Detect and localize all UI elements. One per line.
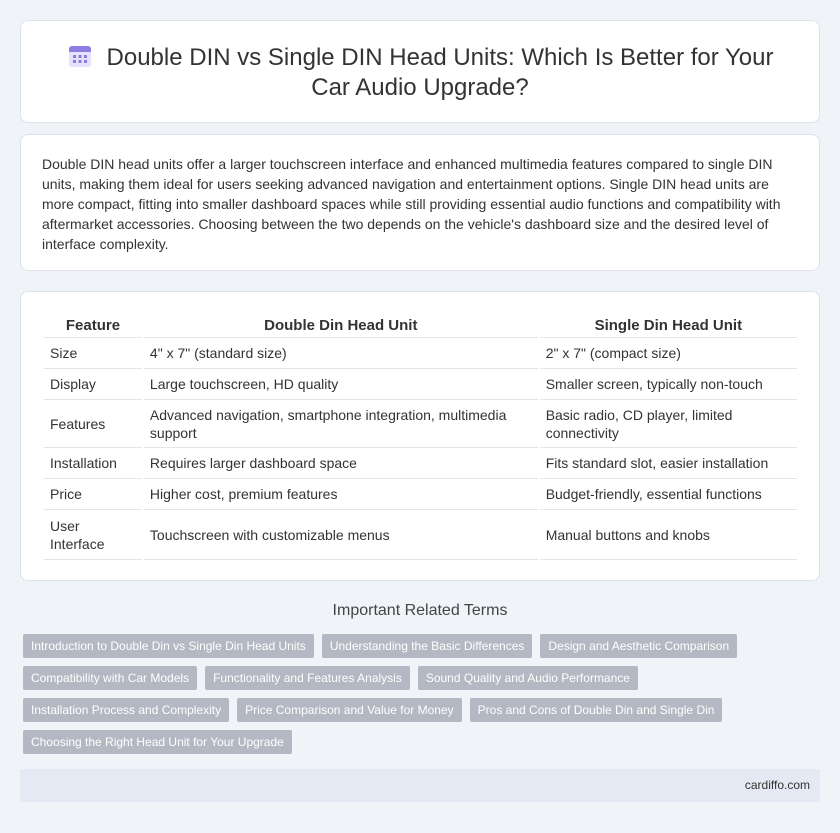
table-row	[44, 369, 797, 400]
table-cell-feature: User Interface	[44, 510, 142, 560]
intro-text: Double DIN head units offer a larger touchscreen interface and enhanced multimedia features compared to single DIN units, making them ideal for users seeking advanced navigation and entertainment options. Single DIN head units are more compact, fitting into smaller dashboard spaces while still providing essential audio functions and compatibility with aftermarket accessories. Choosing between the two depends on the vehicle's dashboard size and the desired level of interface complexity.	[42, 156, 781, 252]
comparison-table	[42, 312, 799, 560]
table-cell-feature: Installation	[44, 448, 142, 479]
related-term-tag[interactable]: Compatibility with Car Models	[23, 666, 197, 690]
table-cell-double-din: Touchscreen with customizable menus	[144, 510, 538, 560]
related-term-tag[interactable]: Price Comparison and Value for Money	[237, 698, 462, 722]
page-title: Double DIN vs Single DIN Head Units: Which Is Better for Your Car Audio Upgrade?	[106, 44, 774, 101]
title-card	[20, 20, 820, 123]
table-cell-feature: Size	[44, 338, 142, 369]
related-terms-list	[23, 634, 823, 762]
related-term-tag[interactable]: Understanding the Basic Differences	[322, 634, 533, 658]
column-header-double-din: Double Din Head Unit	[144, 312, 538, 338]
table-cell-double-din: Large touchscreen, HD quality	[144, 369, 538, 400]
page-title-wrap	[21, 43, 819, 103]
table-cell-single-din: Fits standard slot, easier installation	[540, 448, 797, 479]
table-cell-single-din: Budget-friendly, essential functions	[540, 479, 797, 510]
column-header-feature: Feature	[44, 312, 142, 338]
related-term-tag[interactable]: Introduction to Double Din vs Single Din Head Units	[23, 634, 314, 658]
comparison-card	[20, 291, 820, 581]
table-cell-double-din: Advanced navigation, smartphone integration, multimedia support	[144, 400, 538, 448]
table-row	[44, 448, 797, 479]
intro-card	[20, 134, 820, 271]
related-terms-heading: Important Related Terms	[332, 602, 508, 619]
table-cell-double-din: Requires larger dashboard space	[144, 448, 538, 479]
related-term-tag[interactable]: Pros and Cons of Double Din and Single Din	[470, 698, 723, 722]
footer-site-name[interactable]: cardiffo.com	[744, 778, 810, 792]
table-cell-feature: Price	[44, 479, 142, 510]
table-row	[44, 400, 797, 448]
related-term-tag[interactable]: Functionality and Features Analysis	[205, 666, 410, 690]
footer	[20, 769, 820, 802]
column-header-single-din: Single Din Head Unit	[540, 312, 797, 338]
table-header-row	[44, 312, 797, 338]
table-cell-double-din: Higher cost, premium features	[144, 479, 538, 510]
table-cell-single-din: 2" x 7" (compact size)	[540, 338, 797, 369]
table-row	[44, 510, 797, 560]
related-term-tag[interactable]: Choosing the Right Head Unit for Your Upgrade	[23, 730, 292, 754]
table-cell-feature: Display	[44, 369, 142, 400]
related-term-tag[interactable]: Sound Quality and Audio Performance	[418, 666, 638, 690]
table-row	[44, 479, 797, 510]
related-term-tag[interactable]: Design and Aesthetic Comparison	[540, 634, 737, 658]
table-cell-double-din: 4" x 7" (standard size)	[144, 338, 538, 369]
table-cell-single-din: Manual buttons and knobs	[540, 510, 797, 560]
calendar-grid-icon	[67, 43, 93, 69]
table-cell-feature: Features	[44, 400, 142, 448]
table-cell-single-din: Basic radio, CD player, limited connectivity	[540, 400, 797, 448]
table-row	[44, 338, 797, 369]
table-cell-single-din: Smaller screen, typically non-touch	[540, 369, 797, 400]
related-term-tag[interactable]: Installation Process and Complexity	[23, 698, 229, 722]
